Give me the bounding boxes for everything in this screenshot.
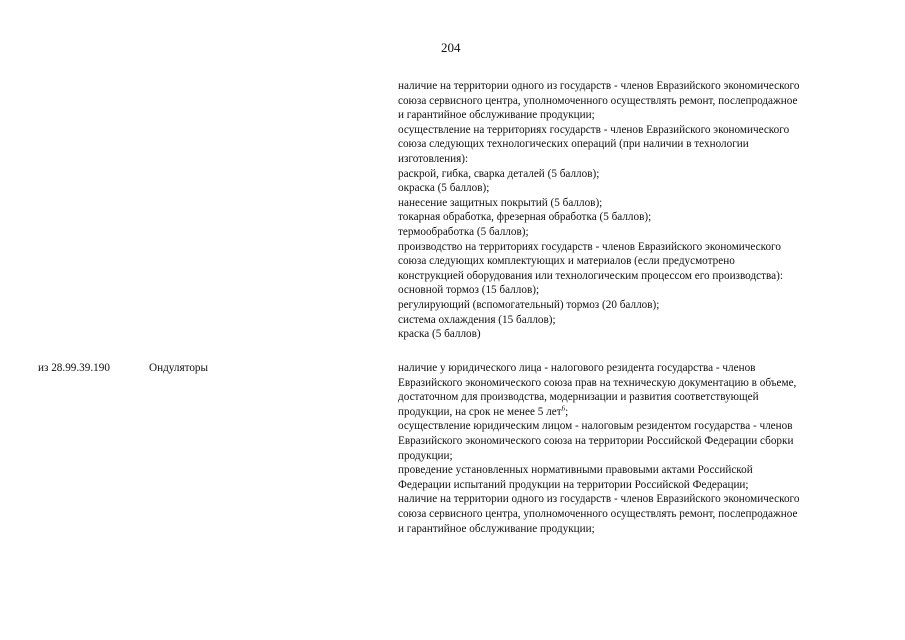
requirement-line: производство на территориях государств - членов Евразийского экономического bbox=[398, 240, 781, 253]
requirement-line: токарная обработка, фрезерная обработка (5 баллов); bbox=[398, 211, 652, 224]
footnote-mark: 6 bbox=[561, 404, 566, 413]
requirement-line: союза сервисного центра, уполномоченного осуществлять ремонт, послепродажное bbox=[398, 507, 798, 520]
requirement-line: и гарантийное обслуживание продукции; bbox=[398, 522, 595, 535]
requirement-line: система охлаждения (15 баллов); bbox=[398, 313, 556, 326]
requirement-line: раскрой, гибка, сварка деталей (5 баллов); bbox=[398, 167, 600, 180]
requirements-block-continued bbox=[398, 79, 888, 342]
requirement-line: союза следующих технологических операций (при наличии в технологии bbox=[398, 138, 749, 151]
requirement-line: нанесение защитных покрытий (5 баллов); bbox=[398, 196, 603, 209]
requirement-line: Федерации испытаний продукции на территории Российской Федерации; bbox=[398, 478, 749, 491]
punctuation: ; bbox=[565, 405, 569, 418]
requirement-line: осуществление на территориях государств - членов Евразийского экономического bbox=[398, 123, 790, 136]
requirement-line: Евразийского экономического союза на территории Российской Федерации сборки bbox=[398, 434, 794, 447]
requirement-line-with-footnote bbox=[398, 405, 888, 420]
requirement-line: союза следующих комплектующих и материалов (если предусмотрено bbox=[398, 255, 735, 268]
requirement-line: наличие у юридического лица - налогового резидента государства - членов bbox=[398, 362, 756, 374]
product-code: из 28.99.39.190 bbox=[38, 362, 110, 374]
requirement-line: наличие на территории одного из государств - членов Евразийского экономического bbox=[398, 493, 800, 506]
requirement-line: Евразийского экономического союза прав на техническую документацию в объеме, bbox=[398, 376, 797, 389]
requirement-line: регулирующий (вспомогательный) тормоз (20 баллов); bbox=[398, 298, 660, 311]
requirement-line: окраска (5 баллов); bbox=[398, 182, 490, 195]
requirement-line: союза сервисного центра, уполномоченного осуществлять ремонт, послепродажное bbox=[398, 94, 798, 107]
requirement-line: термообработка (5 баллов); bbox=[398, 225, 529, 238]
requirement-line: наличие на территории одного из государств - членов Евразийского экономического bbox=[398, 80, 800, 92]
product-name: Ондуляторы bbox=[149, 362, 209, 374]
requirement-line: конструкцией оборудования или технологическим процессом его производства): bbox=[398, 269, 783, 282]
requirement-line: изготовления): bbox=[398, 152, 469, 165]
requirements-block-onduliatory bbox=[398, 361, 888, 536]
requirement-text: продукции, на срок не менее 5 лет bbox=[398, 405, 562, 418]
requirement-line: осуществление юридическим лицом - налоговым резидентом государства - членов bbox=[398, 420, 793, 433]
requirement-line: проведение установленных нормативными правовыми актами Российской bbox=[398, 464, 753, 477]
requirement-line: основной тормоз (15 баллов); bbox=[398, 284, 540, 297]
requirement-line: и гарантийное обслуживание продукции; bbox=[398, 109, 595, 122]
page-number: 204 bbox=[441, 40, 461, 55]
requirement-line: краска (5 баллов) bbox=[398, 328, 481, 341]
requirement-line: продукции; bbox=[398, 449, 453, 462]
requirement-line: достаточном для производства, модернизации и развития соответствующей bbox=[398, 391, 759, 404]
